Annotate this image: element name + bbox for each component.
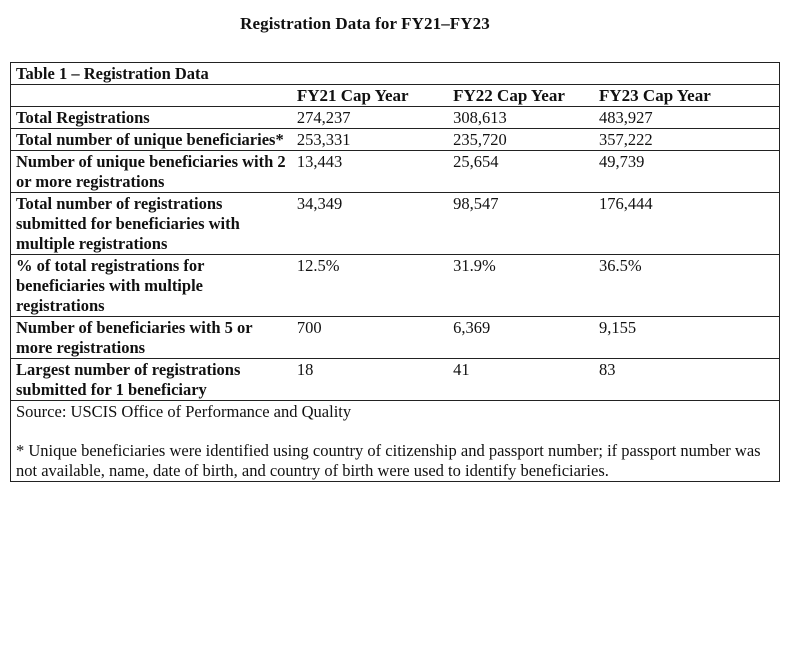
cell-fy22: 41 <box>448 359 594 401</box>
table-footer-row <box>11 401 780 482</box>
cell-fy21: 12.5% <box>292 255 448 317</box>
cell-fy21: 700 <box>292 317 448 359</box>
row-label: % of total registrations for beneficiaries with multiple registrations <box>11 255 292 317</box>
cell-fy23: 83 <box>594 359 780 401</box>
table-caption-row <box>11 63 780 85</box>
table-row <box>11 151 780 193</box>
cell-fy23: 483,927 <box>594 107 780 129</box>
table-caption: Table 1 – Registration Data <box>11 63 780 85</box>
cell-fy22: 98,547 <box>448 193 594 255</box>
cell-fy23: 49,739 <box>594 151 780 193</box>
column-header-fy21: FY21 Cap Year <box>292 85 448 107</box>
cell-fy23: 9,155 <box>594 317 780 359</box>
column-header-fy23: FY23 Cap Year <box>594 85 780 107</box>
cell-fy21: 253,331 <box>292 129 448 151</box>
table-footer <box>11 401 780 482</box>
row-label: Largest number of registrations submitted for 1 beneficiary <box>11 359 292 401</box>
table-header-row <box>11 85 780 107</box>
row-label: Total Registrations <box>11 107 292 129</box>
footnote: * Unique beneficiaries were identified using country of citizenship and passport number; if passport number was not available, name, date of birth, and country of birth were used to identify beneficiaries. <box>16 441 761 480</box>
registration-data-table <box>10 62 780 482</box>
source-note: Source: USCIS Office of Performance and Quality <box>16 402 352 421</box>
cell-fy23: 357,222 <box>594 129 780 151</box>
row-label: Number of unique beneficiaries with 2 or more registrations <box>11 151 292 193</box>
cell-fy22: 31.9% <box>448 255 594 317</box>
column-header-fy22: FY22 Cap Year <box>448 85 594 107</box>
cell-fy23: 176,444 <box>594 193 780 255</box>
table-row <box>11 107 780 129</box>
page-title: Registration Data for FY21–FY23 <box>240 14 490 33</box>
table-row <box>11 193 780 255</box>
cell-fy21: 34,349 <box>292 193 448 255</box>
row-label: Number of beneficiaries with 5 or more registrations <box>11 317 292 359</box>
row-label: Total number of unique beneficiaries* <box>11 129 292 151</box>
cell-fy22: 308,613 <box>448 107 594 129</box>
cell-fy22: 6,369 <box>448 317 594 359</box>
cell-fy21: 13,443 <box>292 151 448 193</box>
cell-fy22: 25,654 <box>448 151 594 193</box>
header-blank <box>11 85 292 107</box>
cell-fy23: 36.5% <box>594 255 780 317</box>
table-row <box>11 317 780 359</box>
table-row <box>11 129 780 151</box>
table-row <box>11 255 780 317</box>
row-label: Total number of registrations submitted for beneficiaries with multiple registrations <box>11 193 292 255</box>
cell-fy21: 274,237 <box>292 107 448 129</box>
table-row <box>11 359 780 401</box>
cell-fy21: 18 <box>292 359 448 401</box>
cell-fy22: 235,720 <box>448 129 594 151</box>
